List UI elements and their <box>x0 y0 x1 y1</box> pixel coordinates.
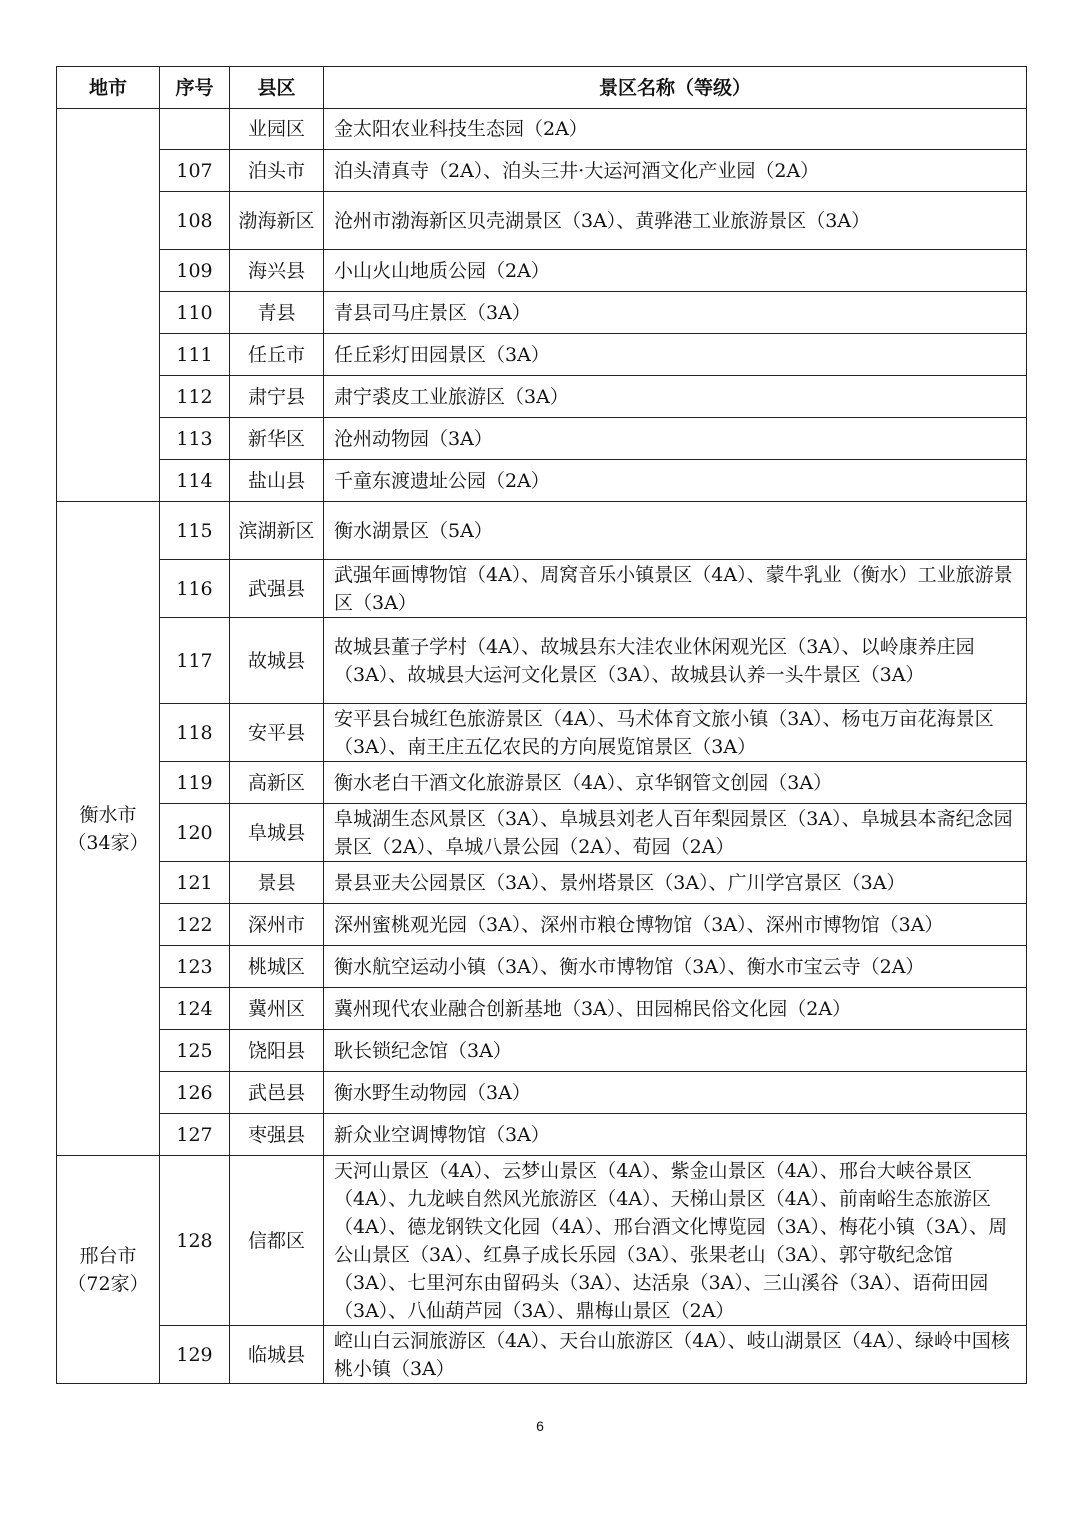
table-row <box>57 376 1027 418</box>
county-cell: 业园区 <box>230 109 324 150</box>
header-scenic: 景区名称（等级） <box>324 67 1027 109</box>
page-number: 6 <box>536 1418 544 1434</box>
county-cell: 青县 <box>230 292 324 334</box>
seq-cell: 116 <box>160 560 230 618</box>
table-row <box>57 560 1027 618</box>
city-cell: 邢台市（72家） <box>57 1156 160 1384</box>
table-row <box>57 988 1027 1030</box>
city-cell <box>57 109 160 502</box>
county-cell: 临城县 <box>230 1326 324 1384</box>
table-row <box>57 1326 1027 1384</box>
seq-cell: 110 <box>160 292 230 334</box>
header-seq: 序号 <box>160 67 230 109</box>
scenic-cell: 安平县台城红色旅游景区（4A）、马术体育文旅小镇（3A）、杨屯万亩花海景区（3A）、南王庄五亿农民的方向展览馆景区（3A） <box>324 704 1027 762</box>
scenic-cell: 金太阳农业科技生态园（2A） <box>324 109 1027 150</box>
table-header-row <box>57 67 1027 109</box>
seq-cell: 113 <box>160 418 230 460</box>
table-row <box>57 150 1027 192</box>
seq-cell: 121 <box>160 862 230 904</box>
table-row <box>57 192 1027 250</box>
scenic-cell: 故城县董子学村（4A）、故城县东大洼农业休闲观光区（3A）、以岭康养庄园（3A）、故城县大运河文化景区（3A）、故城县认养一头牛景区（3A） <box>324 618 1027 704</box>
county-cell: 阜城县 <box>230 804 324 862</box>
seq-cell: 107 <box>160 150 230 192</box>
scenic-cell: 新众业空调博物馆（3A） <box>324 1114 1027 1156</box>
scenic-cell: 沧州市渤海新区贝壳湖景区（3A）、黄骅港工业旅游景区（3A） <box>324 192 1027 250</box>
scenic-cell: 深州蜜桃观光园（3A）、深州市粮仓博物馆（3A）、深州市博物馆（3A） <box>324 904 1027 946</box>
scenic-cell: 阜城湖生态风景区（3A）、阜城县刘老人百年梨园景区（3A）、阜城县本斋纪念园景区（2A）、阜城八景公园（2A）、荀园（2A） <box>324 804 1027 862</box>
county-cell: 滨湖新区 <box>230 502 324 560</box>
seq-cell: 108 <box>160 192 230 250</box>
table-row <box>57 704 1027 762</box>
table-row <box>57 334 1027 376</box>
seq-cell <box>160 109 230 150</box>
county-cell: 肃宁县 <box>230 376 324 418</box>
seq-cell: 118 <box>160 704 230 762</box>
table-row <box>57 250 1027 292</box>
seq-cell: 115 <box>160 502 230 560</box>
scenic-cell: 衡水老白干酒文化旅游景区（4A）、京华钢管文创园（3A） <box>324 762 1027 804</box>
seq-cell: 120 <box>160 804 230 862</box>
county-cell: 桃城区 <box>230 946 324 988</box>
seq-cell: 127 <box>160 1114 230 1156</box>
seq-cell: 128 <box>160 1156 230 1326</box>
scenic-cell: 任丘彩灯田园景区（3A） <box>324 334 1027 376</box>
seq-cell: 124 <box>160 988 230 1030</box>
table-row <box>57 904 1027 946</box>
county-cell: 冀州区 <box>230 988 324 1030</box>
county-cell: 枣强县 <box>230 1114 324 1156</box>
county-cell: 高新区 <box>230 762 324 804</box>
table-row <box>57 862 1027 904</box>
county-cell: 新华区 <box>230 418 324 460</box>
seq-cell: 112 <box>160 376 230 418</box>
seq-cell: 129 <box>160 1326 230 1384</box>
seq-cell: 126 <box>160 1072 230 1114</box>
scenic-cell: 天河山景区（4A）、云梦山景区（4A）、紫金山景区（4A）、邢台大峡谷景区（4A）、九龙峡自然风光旅游区（4A）、天梯山景区（4A）、前南峪生态旅游区（4A）、德龙钢铁文化园（4A）、邢台酒文化博览园（3A）、梅花小镇（3A）、周公山景区（3A）、红鼻子成长乐园（3A）、张果老山（3A）、郭守敬纪念馆（3A）、七里河东由留码头（3A）、达活泉（3A）、三山溪谷（3A）、语荷田园（3A）、八仙葫芦园（3A）、鼎梅山景区（2A） <box>324 1156 1027 1326</box>
header-county: 县区 <box>230 67 324 109</box>
table-body <box>57 109 1027 1384</box>
county-cell: 深州市 <box>230 904 324 946</box>
header-city: 地市 <box>57 67 160 109</box>
seq-cell: 114 <box>160 460 230 502</box>
county-cell: 渤海新区 <box>230 192 324 250</box>
seq-cell: 123 <box>160 946 230 988</box>
table-row <box>57 946 1027 988</box>
table-row <box>57 762 1027 804</box>
scenic-cell: 衡水野生动物园（3A） <box>324 1072 1027 1114</box>
scenic-cell: 冀州现代农业融合创新基地（3A）、田园棉民俗文化园（2A） <box>324 988 1027 1030</box>
scenic-cell: 耿长锁纪念馆（3A） <box>324 1030 1027 1072</box>
scenic-cell: 肃宁裘皮工业旅游区（3A） <box>324 376 1027 418</box>
scenic-cell: 衡水航空运动小镇（3A）、衡水市博物馆（3A）、衡水市宝云寺（2A） <box>324 946 1027 988</box>
county-cell: 武强县 <box>230 560 324 618</box>
county-cell: 景县 <box>230 862 324 904</box>
scenic-cell: 崆山白云洞旅游区（4A）、天台山旅游区（4A）、岐山湖景区（4A）、绿岭中国核桃小镇（3A） <box>324 1326 1027 1384</box>
table-row <box>57 1156 1027 1326</box>
table-row <box>57 1114 1027 1156</box>
scenic-cell: 沧州动物园（3A） <box>324 418 1027 460</box>
county-cell: 信都区 <box>230 1156 324 1326</box>
county-cell: 饶阳县 <box>230 1030 324 1072</box>
county-cell: 盐山县 <box>230 460 324 502</box>
scenic-cell: 景县亚夫公园景区（3A）、景州塔景区（3A）、广川学宫景区（3A） <box>324 862 1027 904</box>
scenic-cell: 小山火山地质公园（2A） <box>324 250 1027 292</box>
scenic-cell: 青县司马庄景区（3A） <box>324 292 1027 334</box>
table-row <box>57 292 1027 334</box>
seq-cell: 119 <box>160 762 230 804</box>
seq-cell: 125 <box>160 1030 230 1072</box>
table-row <box>57 804 1027 862</box>
county-cell: 武邑县 <box>230 1072 324 1114</box>
table-row <box>57 1030 1027 1072</box>
county-cell: 海兴县 <box>230 250 324 292</box>
table-row <box>57 1072 1027 1114</box>
scenic-spot-table <box>56 66 1027 1384</box>
scenic-cell: 衡水湖景区（5A） <box>324 502 1027 560</box>
seq-cell: 117 <box>160 618 230 704</box>
scenic-cell: 武强年画博物馆（4A）、周窝音乐小镇景区（4A）、蒙牛乳业（衡水）工业旅游景区（3A） <box>324 560 1027 618</box>
city-cell: 衡水市（34家） <box>57 502 160 1156</box>
table-row <box>57 618 1027 704</box>
seq-cell: 109 <box>160 250 230 292</box>
table-row <box>57 460 1027 502</box>
table-row <box>57 502 1027 560</box>
scenic-cell: 泊头清真寺（2A）、泊头三井·大运河酒文化产业园（2A） <box>324 150 1027 192</box>
scenic-cell: 千童东渡遗址公园（2A） <box>324 460 1027 502</box>
county-cell: 任丘市 <box>230 334 324 376</box>
county-cell: 故城县 <box>230 618 324 704</box>
seq-cell: 111 <box>160 334 230 376</box>
seq-cell: 122 <box>160 904 230 946</box>
county-cell: 安平县 <box>230 704 324 762</box>
table-row <box>57 418 1027 460</box>
county-cell: 泊头市 <box>230 150 324 192</box>
table-row <box>57 109 1027 150</box>
